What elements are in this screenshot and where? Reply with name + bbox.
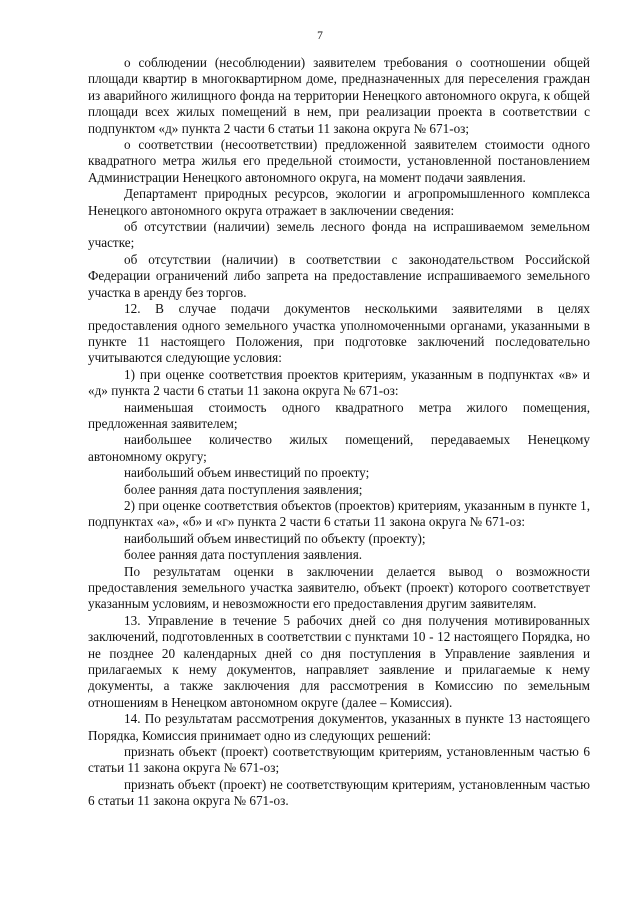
paragraph-decision-compliant: признать объект (проект) соответствующим критериям, установленным частью 6 статьи 11 закона округа № 671-оз; xyxy=(88,744,590,776)
paragraph-earlier-date: более ранняя дата поступления заявления; xyxy=(124,481,363,497)
paragraph-decision-noncompliant: признать объект (проект) не соответствующим критериям, установленным частью 6 статьи 11 закона округа № 671-оз. xyxy=(88,776,590,809)
paragraph-item-14: 14. По результатам рассмотрения документов, указанных в пункте 13 настоящего Порядка, Комиссия принимает одно из следующих решений: xyxy=(88,711,590,743)
paragraph-price-compliance: о соответствии (несоответствии) предложенной заявителем стоимости одного квадратного метра жилья его предельной стоимости, установленной постановлением Администрации Ненецкого автономного округа, на момент подачи заявления. xyxy=(88,137,590,185)
paragraph-lowest-price: наименьшая стоимость одного квадратного метра жилого помещения, предложенная заявителем; xyxy=(88,399,590,431)
paragraph-item-12: 12. В случае подачи документов несколькими заявителями в целях предоставления одного земельного участка уполномоченными органами, указанными в пункте 11 настоящего Положения, при подготовке заключений последовательно учитываются следующие условия: xyxy=(88,301,590,366)
paragraph-restrictions: об отсутствии (наличии) в соответствии с законодательством Российской Федерации ограничений либо запрета на предоставление испрашиваемого земельного участка в аренду без торгов. xyxy=(88,251,590,300)
paragraph-item-13: 13. Управление в течение 5 рабочих дней со дня получения мотивированных заключений, подготовленных в соответствии с пунктами 10 - 12 настоящего Порядка, но не позднее 20 календарных дней со дня поступления в Управление заявления и прилагаемых к нему документов, направляет заявление и прилагаемые к нему документы, а также заключения для рассмотрения в Комиссию по земельным отношениям в Ненецком автономном округе (далее – Комиссия). xyxy=(88,612,590,710)
paragraph-max-investment: наибольший объем инвестиций по проекту; xyxy=(124,465,370,481)
paragraph-overcrowding-ratio: о соблюдении (несоблюдении) заявителем требования о соотношении общей площади квартир в многоквартирном доме, предназначенных для переселения граждан из аварийного жилищного фонда на территории Ненецкого автономного округа, к общей площади всех жилых помещений в нем, при реализации проекта в соответствии с подпунктом «д» пункта 2 части 6 статьи 11 закона округа № 671-оз; xyxy=(88,55,590,136)
paragraph-earlier-date-2: более ранняя дата поступления заявления. xyxy=(124,547,363,563)
paragraph-most-apartments: наибольшее количество жилых помещений, передаваемых Ненецкому автономному округу; xyxy=(88,432,590,464)
paragraph-condition-2: 2) при оценке соответствия объектов (проектов) критериям, указанным в пункте 1, подпунктах «а», «б» и «г» пункта 2 части 6 статьи 11 закона округа № 671-оз: xyxy=(88,497,590,530)
paragraph-forest-fund: об отсутствии (наличии) земель лесного фонда на испрашиваемом земельном участке; xyxy=(88,219,590,251)
page-number: 7 xyxy=(317,30,323,42)
paragraph-evaluation-conclusion: По результатам оценки в заключении делается вывод о возможности предоставления земельного участка заявителю, объект (проект) которого соответствует указанным условиям, и невозможности его предоставления другим заявителям. xyxy=(88,563,590,612)
paragraph-department-info: Департамент природных ресурсов, экологии и агропромышленного комплекса Ненецкого автономного округа отражает в заключении сведения: xyxy=(88,186,590,218)
paragraph-max-investment-object: наибольший объем инвестиций по объекту (проекту); xyxy=(124,530,426,546)
paragraph-condition-1: 1) при оценке соответствия проектов критериям, указанным в подпунктах «в» и «д» пункта 2 части 6 статьи 11 закона округа № 671-оз: xyxy=(88,366,590,399)
document-body xyxy=(88,55,590,810)
